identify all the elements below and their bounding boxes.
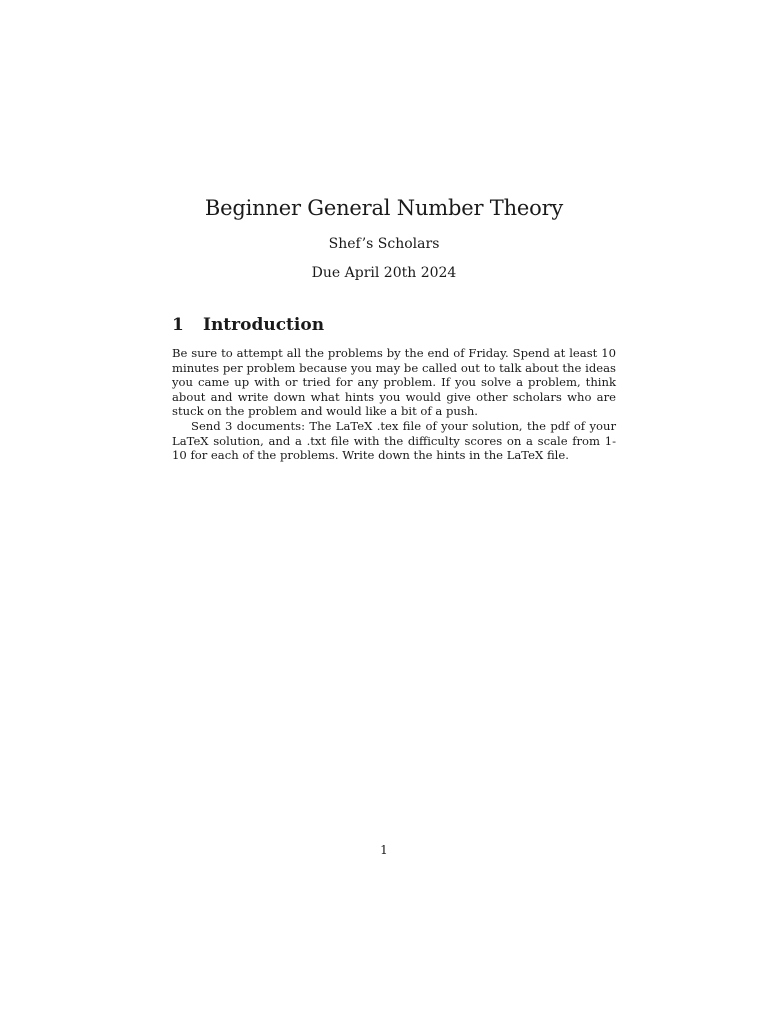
section-number: 1	[172, 315, 184, 335]
section-title: Introduction	[203, 315, 325, 335]
section-body	[172, 346, 616, 463]
paragraph: Be sure to attempt all the problems by the end of Friday. Spend at least 10 minutes per problem because you may be called out to talk about the ideas you came up with or tried for any problem. If you solve a problem, think about and write down what hints you would give other scholars who are stuck on the problem and would like a bit of a push.	[172, 346, 616, 419]
section-heading	[172, 313, 324, 337]
page-number: 1	[380, 843, 388, 857]
paragraph: Send 3 documents: The LaTeX .tex file of your solution, the pdf of your LaTeX solution, and a .txt file with the difficulty scores on a scale from 1-10 for each of the problems. Write down the hints in the LaTeX file.	[172, 418, 616, 463]
document-title: Beginner General Number Theory	[204, 196, 564, 220]
document-author: Shef’s Scholars	[328, 236, 440, 252]
document-date: Due April 20th 2024	[311, 265, 457, 281]
